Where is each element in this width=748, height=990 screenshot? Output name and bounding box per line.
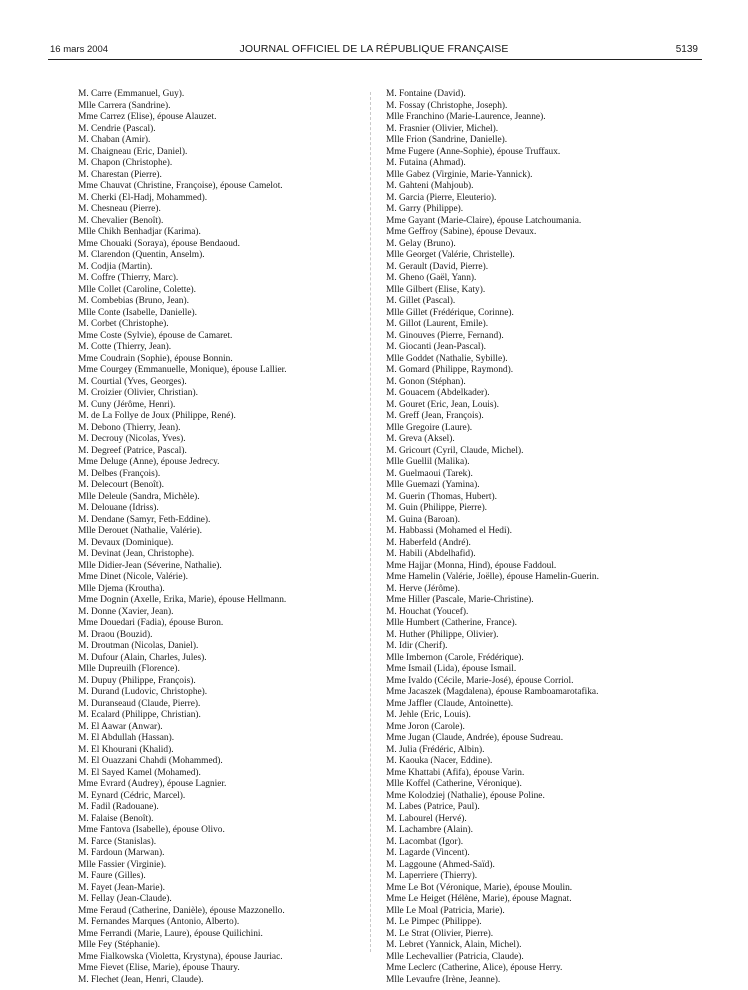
list-item: M. Ecalard (Philippe, Christian). xyxy=(78,710,201,720)
list-item: Mme Hajjar (Monna, Hind), épouse Faddoul. xyxy=(386,560,557,571)
list-item: M. Fernandes Marques (Antonio, Alberto). xyxy=(78,917,240,927)
list-item: M. Herve (Jérôme). xyxy=(386,583,460,594)
list-item: M. Cendrie (Pascal). xyxy=(78,123,156,134)
list-item: M. Garry (Philippe). xyxy=(386,204,464,214)
list-item: M. Gricourt (Cyril, Claude, Michel). xyxy=(386,445,524,456)
list-item: M. Duranseaud (Claude, Pierre). xyxy=(78,698,201,709)
list-item: Mme Fantova (Isabelle), épouse Olivo. xyxy=(78,825,225,835)
list-item: M. Gelay (Bruno). xyxy=(386,238,456,249)
list-item: M. El Aawar (Anwar). xyxy=(78,721,163,732)
list-item: M. Lagarde (Vincent). xyxy=(386,848,470,858)
list-item: M. Cotte (Thierry, Jean). xyxy=(78,342,172,352)
right-column-list xyxy=(386,89,686,986)
list-item: M. Fossay (Christophe, Joseph). xyxy=(386,100,508,111)
list-item: M. Gomard (Philippe, Raymond). xyxy=(386,365,514,375)
list-item: Mme Le Bot (Véronique, Marie), épouse Moulin. xyxy=(386,882,573,893)
list-item: M. Greva (Aksel). xyxy=(386,434,455,444)
list-item: M. Futaina (Ahmad). xyxy=(386,158,466,168)
list-item: Mlle Humbert (Catherine, France). xyxy=(386,618,517,628)
list-item: M. Delouane (Idriss). xyxy=(78,503,159,513)
list-item: Mme Carrez (Elise), épouse Alauzet. xyxy=(78,112,217,122)
list-item: M. Flechet (Jean, Henri, Claude). xyxy=(78,974,204,985)
list-item: Mme Ismail (Lida), épouse Ismail. xyxy=(386,664,517,674)
list-item: M. Coffre (Thierry, Marc). xyxy=(78,273,179,283)
list-item: Mme Kolodziej (Nathalie), épouse Poline. xyxy=(386,790,545,801)
list-item: Mlle Carrera (Sandrine). xyxy=(78,100,171,111)
list-item: Mme Jaffler (Claude, Antoinette). xyxy=(386,698,514,709)
list-item: M. Le Strat (Olivier, Pierre). xyxy=(386,928,494,939)
list-item: Mme Jacaszek (Magdalena), épouse Ramboamarotafika. xyxy=(386,687,599,697)
list-item: Mlle Collet (Caroline, Colette). xyxy=(78,284,196,295)
list-item: Mme Gayant (Marie-Claire), épouse Latchoumania. xyxy=(386,215,582,226)
list-item: M. Fardoun (Marwan). xyxy=(78,848,165,858)
list-item: Mlle Fassier (Virginie). xyxy=(78,859,167,870)
list-item: M. Durand (Ludovic, Christophe). xyxy=(78,687,208,697)
list-item: M. Chaban (Amir). xyxy=(78,135,151,145)
list-item: Mme Coste (Sylvie), épouse de Camaret. xyxy=(78,330,233,341)
list-item: Mlle Imbernon (Carole, Frédérique). xyxy=(386,652,524,663)
list-item: M. Farce (Stanislas). xyxy=(78,836,157,847)
list-item: M. Greff (Jean, François). xyxy=(386,411,484,421)
list-item: Mme Ferrandi (Marie, Laure), épouse Quilichini. xyxy=(78,928,263,939)
header-page-number: 5139 xyxy=(675,44,698,55)
list-item: Mlle Levaufre (Irène, Jeanne). xyxy=(386,974,501,985)
list-item: M. Croizier (Olivier, Christian). xyxy=(78,388,198,398)
list-item: M. Falaise (Benoît). xyxy=(78,813,154,824)
list-item: M. Chaigneau (Eric, Daniel). xyxy=(78,146,188,157)
list-item: Mlle Guellil (Malika). xyxy=(386,457,470,467)
list-item: M. Devaux (Dominique). xyxy=(78,537,174,548)
list-item: Mlle Chikh Benhadjar (Karima). xyxy=(78,227,201,237)
list-item: Mme Jugan (Claude, Andrée), épouse Sudreau. xyxy=(386,733,564,743)
list-item: Mme Feraud (Catherine, Danièle), épouse Mazzonello. xyxy=(78,905,285,916)
list-item: M. Delecourt (Benoît). xyxy=(78,480,164,490)
list-item: M. Cherki (El-Hadj, Mohammed). xyxy=(78,192,208,203)
list-item: M. Devinat (Jean, Christophe). xyxy=(78,549,195,559)
list-item: Mme Fugere (Anne-Sophie), épouse Truffaux. xyxy=(386,146,561,157)
list-item: M. Fadil (Radouane). xyxy=(78,802,159,812)
list-item: Mlle Derouet (Nathalie, Valérie). xyxy=(78,526,202,536)
list-item: M. Kaouka (Nacer, Eddine). xyxy=(386,756,493,766)
list-item: M. El Khourani (Khalid). xyxy=(78,744,174,755)
list-item: Mlle Dupreuilh (Florence). xyxy=(78,664,180,674)
list-item: M. Giocanti (Jean-Pascal). xyxy=(386,342,486,352)
list-item: M. Guelmaoui (Tarek). xyxy=(386,468,473,479)
column-divider xyxy=(370,92,371,952)
list-item: M. Laggoune (Ahmed-Saïd). xyxy=(386,859,495,870)
list-item: M. Degreef (Patrice, Pascal). xyxy=(78,445,187,456)
list-item: M. Delbes (François). xyxy=(78,468,161,479)
list-item: Mlle Lechevallier (Patricia, Claude). xyxy=(386,951,524,962)
list-item: Mlle Didier-Jean (Séverine, Nathalie). xyxy=(78,560,222,571)
list-item: M. Faure (Gilles). xyxy=(78,871,146,881)
list-item: M. El Abdullah (Hassan). xyxy=(78,733,175,743)
list-item: M. Dendane (Samyr, Feth-Eddine). xyxy=(78,514,211,525)
list-item: M. Fontaine (David). xyxy=(386,89,466,99)
list-item: M. Julia (Frédéric, Albin). xyxy=(386,744,485,755)
list-item: M. Dupuy (Philippe, François). xyxy=(78,675,196,686)
list-item: M. Ginouves (Pierre, Fernand). xyxy=(386,330,504,341)
list-item: Mlle Gilbert (Elise, Katy). xyxy=(386,284,486,295)
list-item: Mme Douedari (Fadia), épouse Buron. xyxy=(78,618,224,628)
list-item: Mme Evrard (Audrey), épouse Lagnier. xyxy=(78,779,227,789)
list-item: M. Fayet (Jean-Marie). xyxy=(78,882,165,893)
header-date: 16 mars 2004 xyxy=(50,44,109,55)
list-item: Mme Geffroy (Sabine), épouse Devaux. xyxy=(386,227,537,237)
header-rule xyxy=(48,59,702,60)
list-item: M. Dufour (Alain, Charles, Jules). xyxy=(78,652,207,663)
list-item: M. Laperriere (Thierry). xyxy=(386,871,478,881)
list-item: M. Charestan (Pierre). xyxy=(78,169,162,180)
list-item: M. Guerin (Thomas, Hubert). xyxy=(386,491,497,502)
list-item: Mlle Frion (Sandrine, Danielle). xyxy=(386,135,508,145)
list-item: Mme Fialkowska (Violetta, Krystyna), épouse Jauriac. xyxy=(78,951,283,962)
list-item: M. Habili (Abdelhafid). xyxy=(386,549,476,559)
list-item: M. Le Pimpec (Philippe). xyxy=(386,917,482,927)
list-item: M. Lebret (Yannick, Alain, Michel). xyxy=(386,940,522,950)
list-item: M. Habbassi (Mohamed el Hedi). xyxy=(386,526,513,536)
list-item: M. Courtial (Yves, Georges). xyxy=(78,376,187,387)
list-item: M. Labourel (Hervé). xyxy=(386,813,467,824)
list-item: Mlle Conte (Isabelle, Danielle). xyxy=(78,307,197,318)
list-item: M. Combebias (Bruno, Jean). xyxy=(78,296,189,306)
list-item: M. Draou (Bouzid). xyxy=(78,629,153,640)
list-item: M. Debono (Thierry, Jean). xyxy=(78,422,181,433)
list-item: M. Droutman (Nicolas, Daniel). xyxy=(78,641,199,651)
list-item: M. Gillet (Pascal). xyxy=(386,296,456,306)
list-item: Mme Deluge (Anne), épouse Jedrecy. xyxy=(78,457,220,467)
list-item: M. Haberfeld (André). xyxy=(386,537,471,548)
list-item: M. Decrouy (Nicolas, Yves). xyxy=(78,434,186,444)
list-item: M. Idir (Cherif). xyxy=(386,641,448,651)
list-item: M. Chapon (Christophe). xyxy=(78,158,173,168)
list-item: M. Clarendon (Quentin, Anselm). xyxy=(78,250,205,260)
list-item: M. Labes (Patrice, Paul). xyxy=(386,802,480,812)
list-item: Mlle Guemazi (Yamina). xyxy=(386,480,480,490)
list-item: M. Chesneau (Pierre). xyxy=(78,204,161,214)
list-item: M. Guin (Philippe, Pierre). xyxy=(386,503,488,513)
list-item: Mlle Gregoire (Laure). xyxy=(386,422,473,433)
list-item: M. Gheno (Gaël, Yann). xyxy=(386,273,477,283)
list-item: Mlle Gillet (Frédérique, Corinne). xyxy=(386,307,514,318)
list-item: M. Gouret (Eric, Jean, Louis). xyxy=(386,399,499,410)
list-item: Mme Ivaldo (Cécile, Marie-José), épouse Corriol. xyxy=(386,675,574,686)
list-item: Mme Le Heiget (Hélène, Marie), épouse Magnat. xyxy=(386,894,572,904)
list-item: Mme Dinet (Nicole, Valérie). xyxy=(78,572,188,582)
list-item: M. Guina (Baroan). xyxy=(386,514,460,525)
list-item: Mme Chouaki (Soraya), épouse Bendaoud. xyxy=(78,238,240,249)
list-item: Mme Joron (Carole). xyxy=(386,721,465,732)
list-item: M. Eynard (Cédric, Marcel). xyxy=(78,790,186,801)
list-item: M. Corbet (Christophe). xyxy=(78,319,169,329)
list-item: M. Frasnier (Olivier, Michel). xyxy=(386,123,499,134)
list-item: Mlle Le Moal (Patricia, Marie). xyxy=(386,905,505,916)
list-item: Mlle Fey (Stéphanie). xyxy=(78,940,161,950)
list-item: Mlle Deleule (Sandra, Michèle). xyxy=(78,491,200,502)
list-item: M. de La Follye de Joux (Philippe, René). xyxy=(78,411,236,421)
list-item: M. Gouacem (Abdelkader). xyxy=(386,388,490,398)
list-item: Mlle Djema (Kroutha). xyxy=(78,583,165,594)
list-item: M. Cuny (Jérôme, Henri). xyxy=(78,399,176,410)
list-item: Mme Coudrain (Sophie), épouse Bonnin. xyxy=(78,353,233,364)
list-item: M. Garcia (Pierre, Eleuterio). xyxy=(386,192,497,203)
list-item: Mlle Gabez (Virginie, Marie-Yannick). xyxy=(386,169,533,180)
list-item: M. El Ouazzani Chahdi (Mohammed). xyxy=(78,756,223,766)
list-item: Mlle Goddet (Nathalie, Sybille). xyxy=(386,353,508,364)
list-item: M. Lacombat (Igor). xyxy=(386,836,464,847)
list-item: M. Gerault (David, Pierre). xyxy=(386,261,489,272)
list-item: M. Donne (Xavier, Jean). xyxy=(78,606,174,617)
list-item: Mme Leclerc (Catherine, Alice), épouse Herry. xyxy=(386,963,563,973)
list-item: M. Gahteni (Mahjoub). xyxy=(386,181,474,191)
list-item: Mme Hiller (Pascale, Marie-Christine). xyxy=(386,595,534,605)
list-item: M. Houchat (Youcef). xyxy=(386,606,469,617)
list-item: Mme Chauvat (Christine, Françoise), épouse Camelot. xyxy=(78,181,283,191)
list-item: Mme Hamelin (Valérie, Joëlle), épouse Hamelin-Guerin. xyxy=(386,572,599,582)
left-column-list xyxy=(78,89,358,986)
list-item: M. Gonon (Stéphan). xyxy=(386,376,466,387)
list-item: M. Carre (Emmanuel, Guy). xyxy=(78,89,185,99)
list-item: Mme Courgey (Emmanuelle, Monique), épouse Lallier. xyxy=(78,365,287,375)
list-item: M. Codjia (Martin). xyxy=(78,261,153,272)
page-header xyxy=(0,0,748,62)
list-item: M. Lachambre (Alain). xyxy=(386,825,473,835)
list-item: Mlle Koffel (Catherine, Véronique). xyxy=(386,779,522,789)
list-item: M. Huther (Philippe, Olivier). xyxy=(386,629,499,640)
list-item: Mme Fievet (Elise, Marie), épouse Thaury. xyxy=(78,963,240,973)
list-item: M. Gillot (Laurent, Emile). xyxy=(386,319,489,329)
list-item: M. El Sayed Kamel (Mohamed). xyxy=(78,767,201,778)
list-item: M. Chevalier (Benoît). xyxy=(78,215,164,226)
list-item: Mme Khattabi (Afifa), épouse Varin. xyxy=(386,767,525,778)
list-item: Mlle Georget (Valérie, Christelle). xyxy=(386,250,515,260)
list-item: M. Jehle (Eric, Louis). xyxy=(386,710,471,720)
list-item: M. Fellay (Jean-Claude). xyxy=(78,894,172,904)
list-item: Mlle Franchino (Marie-Laurence, Jeanne). xyxy=(386,112,546,122)
header-title: JOURNAL OFFICIEL DE LA RÉPUBLIQUE FRANÇAISE xyxy=(239,43,509,55)
list-item: Mme Dognin (Axelle, Erika, Marie), épouse Hellmann. xyxy=(78,595,287,605)
